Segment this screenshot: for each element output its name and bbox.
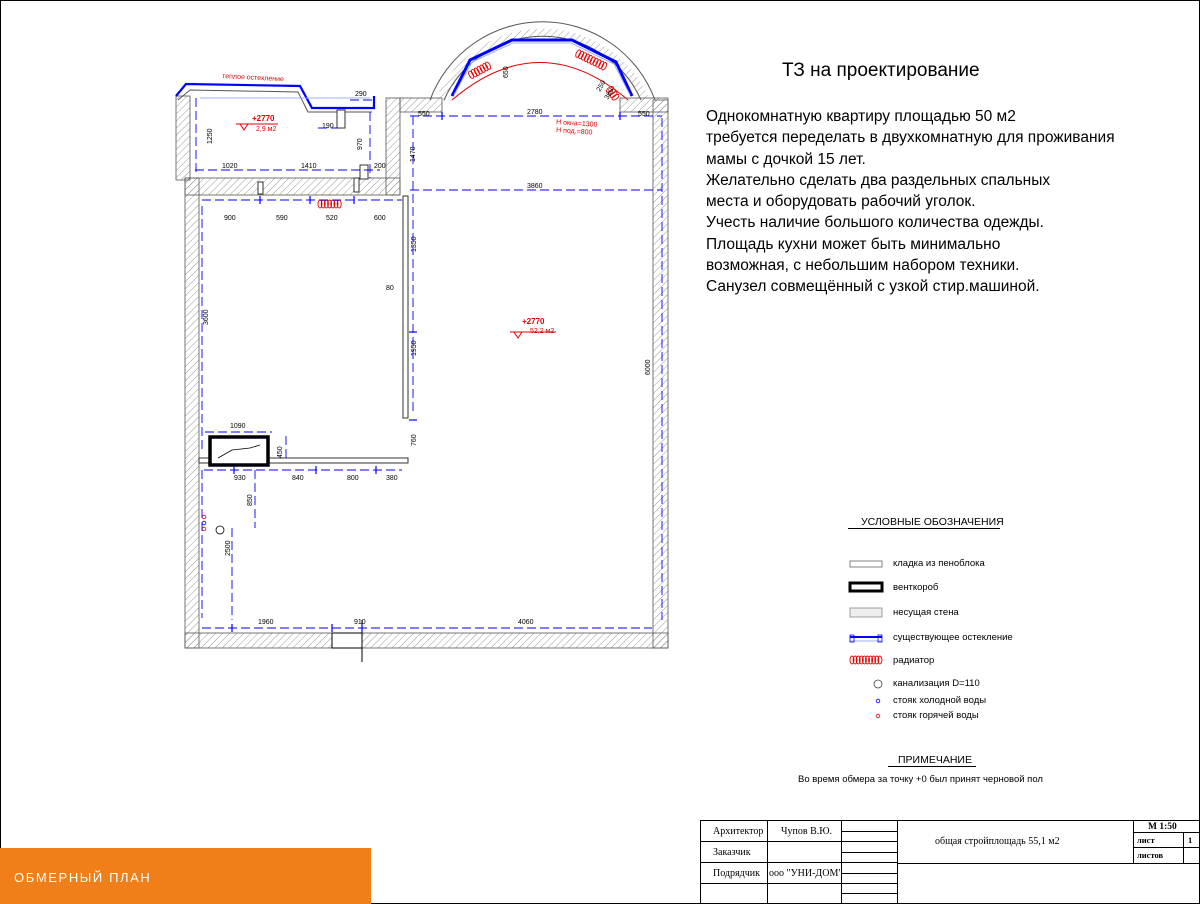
foam-block-symbol <box>850 561 882 567</box>
radiator-coil <box>318 200 341 208</box>
contractor-name: ооо "УНИ-ДОМ" <box>769 868 843 879</box>
dim-380: 380 <box>386 475 398 482</box>
architect-name: Чупов В.Ю. <box>781 826 833 837</box>
dim-bay-width: 2780 <box>527 109 543 116</box>
tz-line: Учесть наличие большого количества одежды. <box>706 214 1044 232</box>
glazing-note: теплое остекление <box>221 73 285 84</box>
legend-item-glazing: существующее остекление <box>893 632 1013 643</box>
window-height: Н окна=1300 <box>555 119 598 129</box>
dim-1950: 1950 <box>411 340 418 356</box>
legend-title-underline <box>848 528 1000 529</box>
radiator-coil <box>850 656 882 664</box>
note-text: Во время обмера за точку +0 был принят черновой пол <box>798 774 1043 785</box>
bay-window <box>430 22 655 100</box>
dim-1350: 1350 <box>411 236 418 252</box>
sheet-label: лист <box>1137 835 1155 845</box>
room-area: 52,2 м2 <box>530 328 555 335</box>
legend-item-sewer: канализация D=110 <box>893 678 980 689</box>
risers <box>202 515 224 534</box>
tz-line: требуется переделать в двухкомнатную для проживания <box>706 129 1115 147</box>
dim-1960: 1960 <box>258 619 274 626</box>
legend-item-bearing-wall: несущая стена <box>893 607 959 618</box>
legend-item-foam-block: кладка из пеноблока <box>893 558 985 569</box>
plan-type-badge <box>0 848 371 904</box>
dim-4060: 4060 <box>518 619 534 626</box>
bearing-wall-symbol <box>850 608 882 617</box>
dim-6000: 6000 <box>645 359 652 375</box>
vent-duct-symbol <box>850 583 882 591</box>
dim-1410: 1410 <box>301 163 317 170</box>
tz-line: возможная, с небольшим набором техники. <box>706 257 1020 275</box>
dim-590: 590 <box>276 215 288 222</box>
dim-840: 840 <box>292 475 304 482</box>
room-level: +2770 <box>522 317 545 326</box>
dimension-lines <box>195 98 662 628</box>
vent-duct <box>210 437 268 465</box>
dim-850: 850 <box>247 494 254 506</box>
legend-item-vent-duct: венткороб <box>893 582 939 593</box>
dim-right-550: 550 <box>638 111 650 118</box>
hot-riser-symbol <box>876 714 880 718</box>
glazing-symbol <box>850 635 882 642</box>
dim-450: 450 <box>277 446 284 458</box>
dim-900a: 900 <box>224 215 236 222</box>
entrance-door <box>332 620 362 662</box>
architect-label: Архитектор <box>713 826 764 837</box>
dim-600: 600 <box>374 215 386 222</box>
note-title-underline <box>888 766 976 767</box>
legend-title: УСЛОВНЫЕ ОБОЗНАЧЕНИЯ <box>861 516 1004 528</box>
dim-290: 290 <box>355 91 367 98</box>
legend-item-cold-riser: стояк холодной воды <box>893 695 987 706</box>
dim-1470: 1470 <box>410 146 417 162</box>
dim-3600: 3600 <box>203 309 210 325</box>
tz-line: мамы с дочкой 15 лет. <box>706 150 866 168</box>
legend-symbols <box>850 561 882 718</box>
note-title: ПРИМЕЧАНИЕ <box>898 754 972 766</box>
dim-190: 190 <box>322 123 334 130</box>
customer-label: Заказчик <box>713 847 751 858</box>
tz-title: ТЗ на проектирование <box>782 60 980 81</box>
dim-1090: 1090 <box>230 423 246 430</box>
sheets-label: листов <box>1137 850 1164 860</box>
dim-1250: 1250 <box>207 128 214 144</box>
balcony-area: 2,9 м2 <box>256 126 277 133</box>
total-area: общая стройплощадь 55,1 м2 <box>935 836 1060 847</box>
scale-label: М 1:50 <box>1148 822 1177 832</box>
dim-bay-depth: 650 <box>503 66 510 78</box>
tz-requirements <box>706 106 1115 298</box>
dim-520: 520 <box>326 215 338 222</box>
contractor-label: Подрядчик <box>713 868 760 879</box>
cold-riser-symbol <box>876 699 880 703</box>
tz-line: места и оборудовать рабочий уголок. <box>706 193 976 211</box>
tz-line: Желательно сделать два раздельных спальных <box>706 171 1051 189</box>
dim-970: 970 <box>357 138 364 150</box>
radiator-symbol <box>850 656 882 664</box>
dim-2500: 2500 <box>225 540 232 556</box>
sill-height: Н под.=800 <box>555 127 593 137</box>
dim-3860: 3860 <box>527 183 543 190</box>
sewer-symbol <box>874 680 882 688</box>
balcony-glazing <box>176 84 374 112</box>
dim-1020: 1020 <box>222 163 238 170</box>
dim-800: 800 <box>347 475 359 482</box>
dim-bay-right: 250 <box>595 79 608 93</box>
dim-bay-right2: 380 <box>603 87 616 101</box>
dim-930: 930 <box>234 475 246 482</box>
tz-line: Однокомнатную квартиру площадью 50 м2 <box>706 108 1016 125</box>
dim-80: 80 <box>386 285 394 292</box>
plan-labels <box>203 66 652 626</box>
bearing-walls <box>176 96 668 648</box>
sheet-number: 1 <box>1188 835 1193 845</box>
legend-item-hot-riser: стояк горячей воды <box>893 710 979 721</box>
dim-200: 200 <box>374 163 386 170</box>
dim-left-550: 550 <box>418 111 430 118</box>
dim-760: 760 <box>411 434 418 446</box>
plan-type-label: ОБМЕРНЫЙ ПЛАН <box>14 870 152 885</box>
tz-line: Санузел совмещённый с узкой стир.машиной. <box>706 278 1040 296</box>
balcony-level: +2770 <box>252 114 275 123</box>
title-block <box>700 820 1199 903</box>
dim-910: 910 <box>354 619 366 626</box>
legend-item-radiator: радиатор <box>893 655 935 666</box>
tz-line: Площадь кухни может быть минимально <box>706 235 1001 253</box>
